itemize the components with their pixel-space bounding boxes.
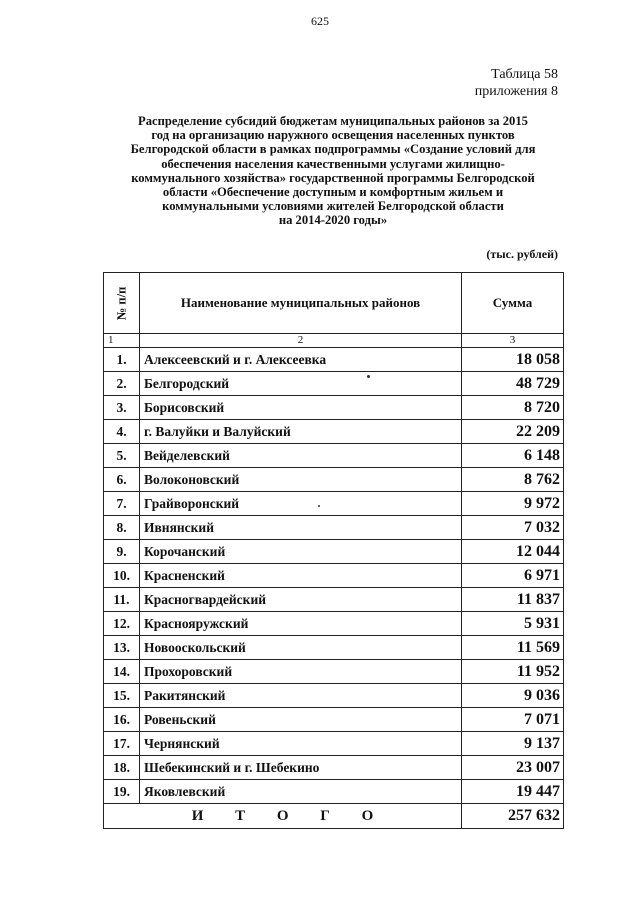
district-name: г. Валуйки и Валуйский [140,420,462,444]
district-name: Яковлевский [140,780,462,804]
district-name: Краснояружский [140,612,462,636]
row-number: 12. [104,612,140,636]
district-name: Волоконовский [140,468,462,492]
district-name: Красногвардейский [140,588,462,612]
district-name: Ивнянский [140,516,462,540]
table-reference [475,66,558,100]
district-name: Грайворонский [140,492,462,516]
subsidy-amount: 5 931 [462,612,564,636]
title-line: на 2014-2020 годы» [278,213,388,228]
table-row [104,588,564,612]
district-name: Белгородский [140,372,462,396]
table-header-row [104,273,564,334]
subsidy-amount: 8 762 [462,468,564,492]
row-number: 4. [104,420,140,444]
district-name: Ровеньский [140,708,462,732]
title-line: год на организацию наружного освещения населенных пунктов [151,128,515,143]
subsidy-amount: 8 720 [462,396,564,420]
total-label: И Т О Г О [104,804,462,829]
row-number: 6. [104,468,140,492]
subsidy-amount: 23 007 [462,756,564,780]
subsidy-amount: 7 032 [462,516,564,540]
total-row [104,804,564,829]
table-row [104,684,564,708]
title-line: коммунальными условиями жителей Белгородской области [162,199,504,214]
table-row [104,396,564,420]
table-row [104,780,564,804]
scan-speck [367,375,370,378]
page-number: 625 [311,14,329,28]
header-sum: Сумма [462,273,564,334]
row-number: 10. [104,564,140,588]
row-number: 14. [104,660,140,684]
table-row [104,492,564,516]
table-row [104,636,564,660]
scan-speck [318,505,320,507]
row-number: 7. [104,492,140,516]
table-row [104,372,564,396]
document-title [98,114,568,228]
row-number: 1. [104,348,140,372]
subsidy-amount: 9 137 [462,732,564,756]
row-number: 11. [104,588,140,612]
district-name: Алексеевский и г. Алексеевка [140,348,462,372]
column-number-row [104,334,564,348]
district-name: Корочанский [140,540,462,564]
table-row [104,348,564,372]
subsidy-amount: 9 036 [462,684,564,708]
district-name: Красненский [140,564,462,588]
district-name: Чернянский [140,732,462,756]
subsidy-amount: 18 058 [462,348,564,372]
subsidy-amount: 22 209 [462,420,564,444]
table-row [104,564,564,588]
table-reference-line-1: Таблица 58 [491,67,558,82]
row-number: 18. [104,756,140,780]
table-row [104,756,564,780]
table-body [104,348,564,804]
table-row [104,540,564,564]
row-number: 19. [104,780,140,804]
subsidy-amount: 6 148 [462,444,564,468]
subsidy-amount: 12 044 [462,540,564,564]
table-row [104,444,564,468]
district-name: Ракитянский [140,684,462,708]
header-num: № п/п [104,273,140,334]
district-name: Прохоровский [140,660,462,684]
row-number: 9. [104,540,140,564]
header-name: Наименование муниципальных районов [140,273,462,334]
column-number: 3 [462,334,564,348]
subsidy-amount: 9 972 [462,492,564,516]
row-number: 5. [104,444,140,468]
table-row [104,420,564,444]
title-line: коммунального хозяйства» государственной программы Белгородской [131,170,535,185]
subsidy-amount: 11 837 [462,588,564,612]
title-line: Белгородской области в рамках подпрограммы «Создание условий для [130,142,536,157]
district-name: Вейделевский [140,444,462,468]
title-line: обеспечения населения качественными услугами жилищно- [161,156,505,171]
subsidy-table [103,272,564,829]
row-number: 13. [104,636,140,660]
table-row [104,516,564,540]
table-row [104,732,564,756]
column-number: 2 [140,334,462,348]
table-row [104,468,564,492]
column-number: 1 [104,334,140,348]
subsidy-amount: 7 071 [462,708,564,732]
units-note: (тыс. рублей) [486,247,558,261]
district-name: Борисовский [140,396,462,420]
subsidy-amount: 6 971 [462,564,564,588]
subsidy-amount: 19 447 [462,780,564,804]
district-name: Новооскольский [140,636,462,660]
row-number: 15. [104,684,140,708]
table-row [104,708,564,732]
row-number: 8. [104,516,140,540]
table-row [104,660,564,684]
district-name: Шебекинский и г. Шебекино [140,756,462,780]
row-number: 3. [104,396,140,420]
title-line: области «Обеспечение доступным и комфортным жильем и [162,185,504,200]
row-number: 2. [104,372,140,396]
subsidy-amount: 11 569 [462,636,564,660]
row-number: 17. [104,732,140,756]
subsidy-amount: 48 729 [462,372,564,396]
title-line: Распределение субсидий бюджетам муниципальных районов за 2015 [138,114,528,128]
table-reference-line-2: приложения 8 [474,84,558,99]
table-row [104,612,564,636]
total-sum: 257 632 [462,804,564,829]
subsidy-amount: 11 952 [462,660,564,684]
row-number: 16. [104,708,140,732]
